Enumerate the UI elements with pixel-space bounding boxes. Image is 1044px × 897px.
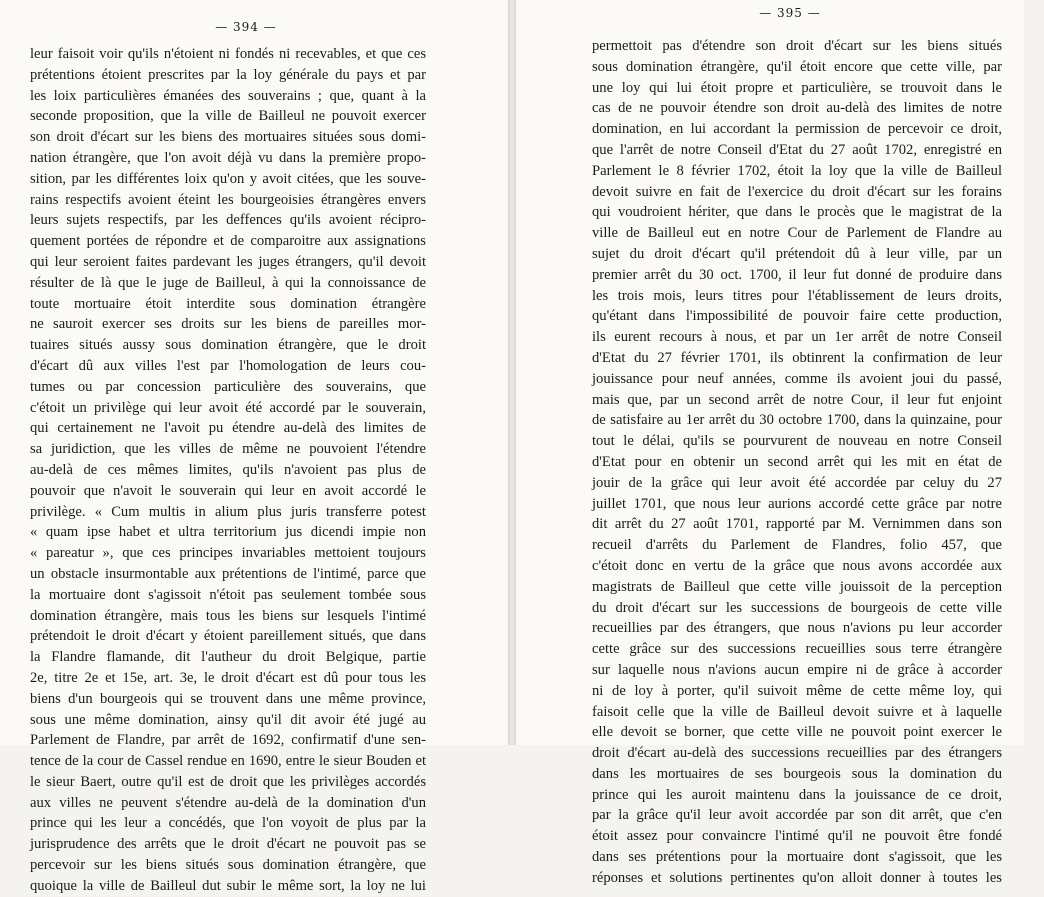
book-gutter [508, 0, 516, 745]
text-line: domination étrangère, mais tous les biens sur lesquels l'intimé [30, 607, 426, 624]
text-line: sujet du droit d'écart qu'il prétendoit dû à leur ville, par un [592, 245, 1002, 262]
text-line: la Flandre flamande, dit l'autheur du droit Belgique, partie [30, 649, 426, 666]
left-page-number: — 394 — [215, 20, 277, 34]
text-line: un obstacle insurmontable aux prétentions de l'intimé, parce que [30, 565, 426, 582]
text-line: ville de Bailleul eut en notre Cour de Parlement de Flandre au [592, 225, 1002, 242]
text-line: sa juridiction, que les villes de même ne pouvoient l'étendre [30, 441, 426, 458]
text-line: jouir de la grâce qui leur avoit été accordée par celuy du 27 [592, 474, 1002, 491]
text-line: de satisfaire au 1er arrêt du 30 octobre 1700, dans la quinzaine, pour [592, 412, 1002, 429]
text-line: prétendoit le droit d'écart y étoient pareillement situés, que dans [30, 628, 426, 645]
text-line: mais que, par un second arrêt de notre Cour, il leur fut enjoint [592, 391, 1002, 408]
text-line: d'écart dû aux villes l'est par l'homologation de leurs cou- [30, 357, 426, 374]
text-line: privilège. « Cum multis in alium plus juris transferre potest [30, 503, 426, 520]
text-line: tout le délai, qu'ils se pourvurent de nouveau en notre Conseil [592, 433, 1002, 450]
text-line: qui certainement ne l'avoit pu étendre au-delà des limites de [30, 420, 426, 437]
text-line: ne sauroit exercer ses droits sur les biens de pareilles mor- [30, 316, 426, 333]
text-line: tumes ou par concession particulière des souverains, que [30, 378, 426, 395]
text-line: recueillies par des étrangers, que nous n'avions pu leur accorder [592, 620, 1002, 637]
text-line: aux villes ne peuvent s'étendre au-delà de la domination d'un [30, 794, 426, 811]
text-line: 2e, titre 2e et 15e, art. 3e, le droit d'écart est dû pour tous les [30, 669, 426, 686]
text-line: toute mortuaire étoit interdite sous domination étrangère [30, 295, 426, 312]
text-line: une loy qui lui étoit propre et particulière, se trouvoit dans le [592, 79, 1002, 96]
text-line: les trois mois, leurs titres pour l'établissement de leurs droits, [592, 287, 1002, 304]
text-line: permettoit pas d'étendre son droit d'écart sur les biens situés [592, 38, 1002, 54]
text-line: jouissance pour neuf années, comme ils avoient joui du passé, [592, 370, 1002, 387]
left-page [0, 0, 508, 894]
text-line: juillet 1701, que nous leur aurions accordé cette grâce par notre [592, 495, 1002, 512]
text-line: du droit d'écart sur les successions de bourgeois de cette ville [592, 599, 1002, 616]
text-line: les loix particulières émanées des souverains ; que, quant à la [30, 87, 426, 104]
text-line: prince qui les leur a concédés, que l'on voyoit de plus par la [30, 815, 426, 832]
text-line: la mortuaire dont s'agissoit n'étoit pas seulement tombée sous [30, 586, 426, 603]
text-line: prétentions étoient prescrites par la loy générale du pays et par [30, 66, 426, 83]
text-line: ni de loy à porter, qu'il suivoit même de cette même loy, qui [592, 682, 1002, 699]
text-line: faisoit celle que la ville de Bailleul devoit suivre et à laquelle [592, 703, 1002, 720]
text-line: dans ses prétentions pour la mortuaire dont s'agissoit, que les [592, 849, 1002, 866]
text-line: résulter de là que le juge de Bailleul, à qui la connoissance de [30, 274, 426, 291]
text-line: tuaires situés aussy sous domination étrangère, que le droit [30, 337, 426, 354]
text-line: magistrats de Bailleul que cette ville jouissoit de la perception [592, 578, 1002, 595]
text-line: au-delà de ces mêmes limites, qu'ils n'avoient pas plus de [30, 461, 426, 478]
text-line: rains respectifs avoient éteint les bourgeoisies étrangères envers [30, 191, 426, 208]
text-line: Parlement le 8 février 1702, étoit la loy que la ville de Bailleul [592, 162, 1002, 179]
text-line: biens d'un bourgeois qui se trouvent dans une même province, [30, 690, 426, 707]
text-line: cas de ne pouvoir étendre son droit au-delà des limites de notre [592, 100, 1002, 117]
right-page-number: — 395 — [759, 6, 821, 20]
right-page [516, 0, 1024, 886]
text-line: son droit d'écart sur les biens des mortuaires situées sous domi- [30, 129, 426, 146]
text-line: le sieur Baert, outre qu'il est de droit que les privilèges accordés [30, 773, 426, 790]
text-line: leur faisoit voir qu'ils n'étoient ni fondés ni recevables, et que ces [30, 46, 426, 62]
text-line: d'Etat du 27 février 1701, ils obtinrent la confirmation de leur [592, 349, 1002, 366]
text-line: sur laquelle nous n'avions aucun empire ni de grâce à accorder [592, 661, 1002, 678]
text-line: nation étrangère, que l'on avoit déjà vu dans la première propo- [30, 149, 426, 166]
text-line: jurisprudence des arrêts que le droit d'écart ne pouvoit pas se [30, 836, 426, 853]
text-line: qu'étant dans l'impossibilité de pouvoir faire cette production, [592, 308, 1002, 325]
text-line: que l'arrêt de notre Conseil d'Etat du 27 août 1702, enregistré en [592, 141, 1002, 158]
right-page-body [592, 36, 1002, 889]
text-line: tence de la cour de Cassel rendue en 1690, entre le sieur Bouden et [30, 753, 426, 770]
text-line: recueil d'arrêts du Parlement de Flandres, folio 457, que [592, 537, 1002, 554]
text-line: par la grâce qu'il leur avoit accordée par son dit arrêt, que c'en [592, 807, 1002, 824]
text-line: quement portées de répondre et de comparoitre aux assignations [30, 233, 426, 250]
text-line: « pareatur », que ces principes invariables mettoient toujours [30, 545, 426, 562]
left-page-body [30, 44, 426, 897]
text-line: qui leur seroient faites pardevant les juges étrangers, qu'il devoit [30, 253, 426, 270]
text-line: pouvoir que n'avoit le souverain qui leur en avoit accordé le [30, 482, 426, 499]
text-line: ils eurent recours à nous, et par un 1er arrêt de notre Conseil [592, 329, 1002, 346]
text-line: seconde proposition, que la ville de Bailleul ne pouvoit exercer [30, 108, 426, 125]
text-line: droit d'écart au-delà des successions recueillies par des étrangers [592, 745, 1002, 762]
text-line: devoit suivre en fait de l'exercice du droit d'écart sur les forains [592, 183, 1002, 200]
text-line: d'Etat pour en obtenir un second arrêt qui les mit en état de [592, 453, 1002, 470]
text-line: étoit assez pour convaincre l'intimé qu'il ne pouvoit être fondé [592, 828, 1002, 845]
text-line: premier arrêt du 30 oct. 1700, il leur fut donné de produire dans [592, 266, 1002, 283]
text-line: qui voudroient hériter, que dans le procès que le magistrat de la [592, 204, 1002, 221]
text-line: percevoir sur les biens situés sous domination étrangère, que [30, 857, 426, 874]
text-line: domination, en lui accordant la permission de percevoir ce droit, [592, 121, 1002, 138]
text-line: réponses et solutions pertinentes qu'on alloit donner à toutes les [592, 869, 1002, 886]
text-line: quoique la ville de Bailleul dut subir le même sort, la loy ne lui [30, 877, 426, 894]
text-line: elle devoit se borner, que cette ville ne pouvoit point exercer le [592, 724, 1002, 741]
text-line: sition, par les différentes loix qu'on y avoit citées, que les souve- [30, 170, 426, 187]
text-line: dans les mortuaires de ses bourgeois sous la domination du [592, 765, 1002, 782]
text-line: sous une même domination, ainsy qu'il dit avoir été jugé au [30, 711, 426, 728]
text-line: prince qui les auroit maintenu dans la jouissance de ce droit, [592, 786, 1002, 803]
text-line: leurs sujets respectifs, par les deffences qu'ils avoient récipro- [30, 212, 426, 229]
text-line: c'étoit un privilège qui leur avoit été accordé par le souverain, [30, 399, 426, 416]
text-line: c'étoit donc en vertu de la grâce que nous avons accordée aux [592, 557, 1002, 574]
text-line: Parlement de Flandre, par arrêt de 1692, confirmatif d'une sen- [30, 732, 426, 749]
text-line: sous domination étrangère, qu'il étoit encore que cette ville, par [592, 58, 1002, 75]
text-line: dit arrêt du 27 août 1701, rapporté par M. Vernimmen dans son [592, 516, 1002, 533]
text-line: cette grâce sur des successions recueillies sous terre étrangère [592, 641, 1002, 658]
text-line: « quam ipse habet et ultra territorium jus dicendi impie non [30, 524, 426, 541]
